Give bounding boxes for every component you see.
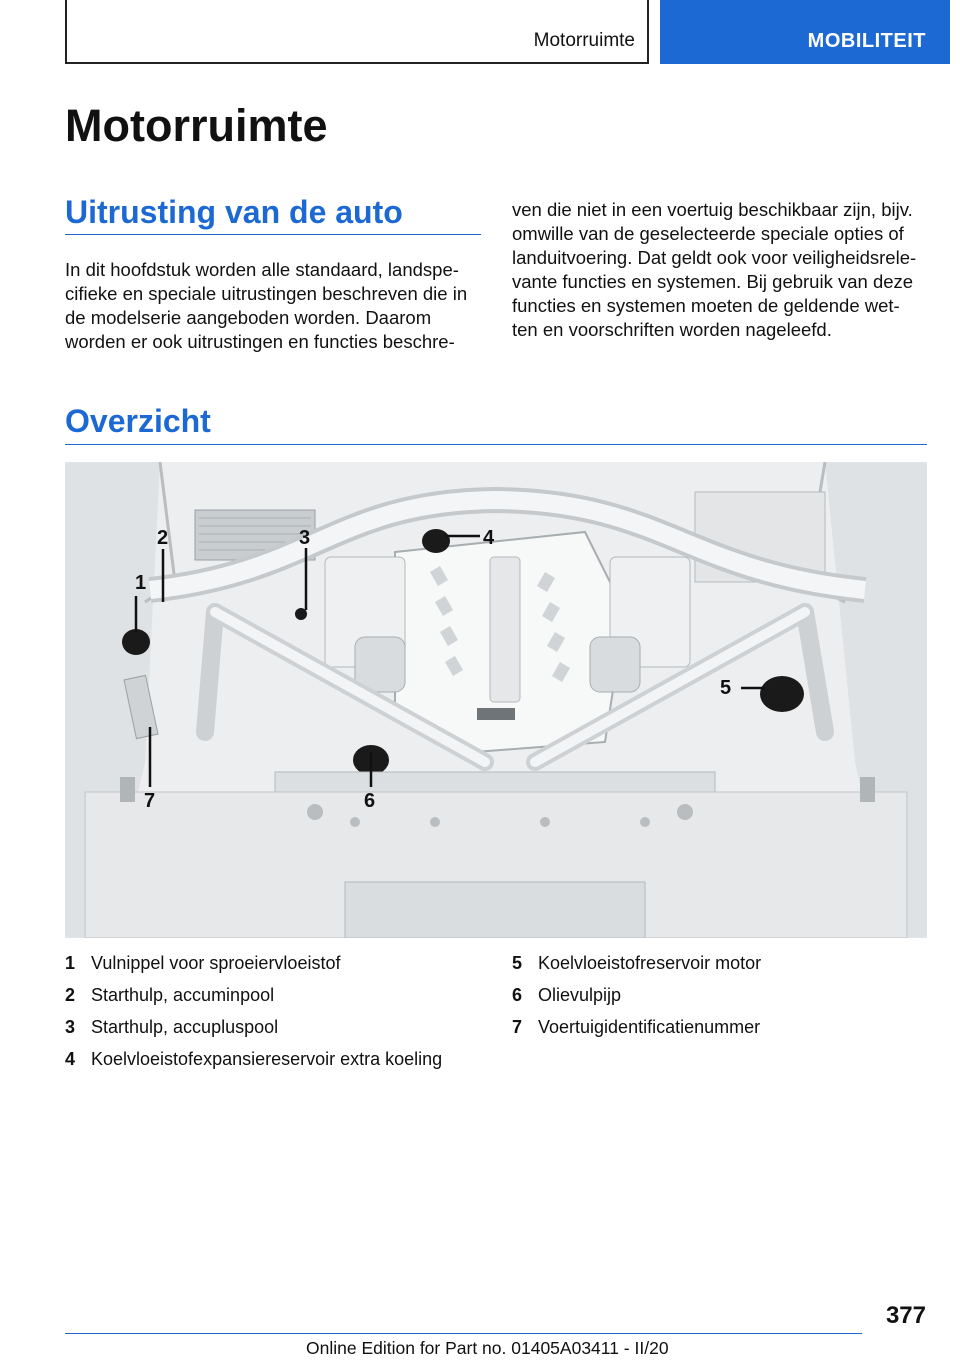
legend-item (512, 979, 761, 1011)
paragraph-line: ven die niet in een voertuig beschikbaar zijn, bijv. (512, 199, 913, 220)
callout-5: 5 (720, 677, 732, 699)
header-section-box (65, 0, 649, 64)
paragraph-right-column (512, 198, 932, 342)
legend-item (512, 947, 761, 979)
section-heading-equipment: Uitrusting van de auto (65, 194, 403, 230)
paragraph-line: omwille van de geselecteerde speciale opties of (512, 223, 904, 244)
header-chapter-tab[interactable] (660, 0, 950, 64)
legend-item (512, 1011, 761, 1043)
callout-3: 3 (299, 527, 311, 549)
footer-edition-text: Online Edition for Part no. 01405A03411 - II/20 (306, 1338, 669, 1358)
paragraph-line: functies en systemen moeten de geldende wet- (512, 295, 900, 316)
paragraph-line: de modelserie aangeboden worden. Daarom (65, 307, 432, 328)
page-number: 377 (885, 1302, 926, 1329)
legend-item (65, 979, 442, 1011)
paragraph-line: ten en voorschriften worden nageleefd. (512, 319, 832, 340)
callout-7: 7 (144, 790, 156, 812)
legend-number: 2 (65, 985, 76, 1005)
legend-number: 3 (65, 1017, 76, 1037)
engine-bay-illustration (65, 462, 927, 938)
paragraph-line: In dit hoofdstuk worden alle standaard, landspe- (65, 259, 459, 280)
legend-item (65, 947, 442, 979)
legend-number: 1 (65, 953, 76, 973)
legend-right (512, 947, 761, 1043)
callout-4: 4 (483, 527, 495, 549)
page-title: Motorruimte (65, 100, 328, 151)
section-rule-equipment (65, 234, 481, 235)
callout-2: 2 (157, 527, 169, 549)
paragraph-line: cifieke en speciale uitrustingen beschreven die in (65, 283, 468, 304)
legend-label: Vulnippel voor sproeiervloeistof (91, 953, 341, 973)
callout-6: 6 (364, 790, 376, 812)
paragraph-line: vante functies en systemen. Bij gebruik van deze (512, 271, 914, 292)
section-heading-overview: Overzicht (65, 403, 211, 439)
legend-number: 5 (512, 953, 523, 973)
legend-label: Voertuigidentificatienummer (538, 1017, 761, 1037)
paragraph-left-column (65, 258, 485, 354)
paragraph-line: landuitvoering. Dat geldt ook voor veiligheidsrele- (512, 247, 917, 268)
legend-left (65, 947, 442, 1075)
legend-label: Starthulp, accuminpool (91, 985, 275, 1005)
legend-item (65, 1043, 442, 1075)
legend-number: 7 (512, 1017, 523, 1037)
legend-number: 4 (65, 1049, 76, 1069)
legend-label: Koelvloeistofexpansiereservoir extra koeling (91, 1049, 443, 1069)
paragraph-line: worden er ook uitrustingen en functies beschre- (65, 331, 455, 352)
legend-number: 6 (512, 985, 523, 1005)
legend-label: Olievulpijp (538, 985, 622, 1005)
legend-item (65, 1011, 442, 1043)
section-rule-overview (65, 444, 927, 445)
legend-label: Starthulp, accupluspool (91, 1017, 279, 1037)
header-chapter-label: MOBILITEIT (807, 30, 926, 52)
header-section-label: Motorruimte (533, 30, 635, 51)
callout-1: 1 (135, 572, 147, 594)
legend-label: Koelvloeistofreservoir motor (538, 953, 762, 973)
footer-rule (65, 1333, 862, 1334)
